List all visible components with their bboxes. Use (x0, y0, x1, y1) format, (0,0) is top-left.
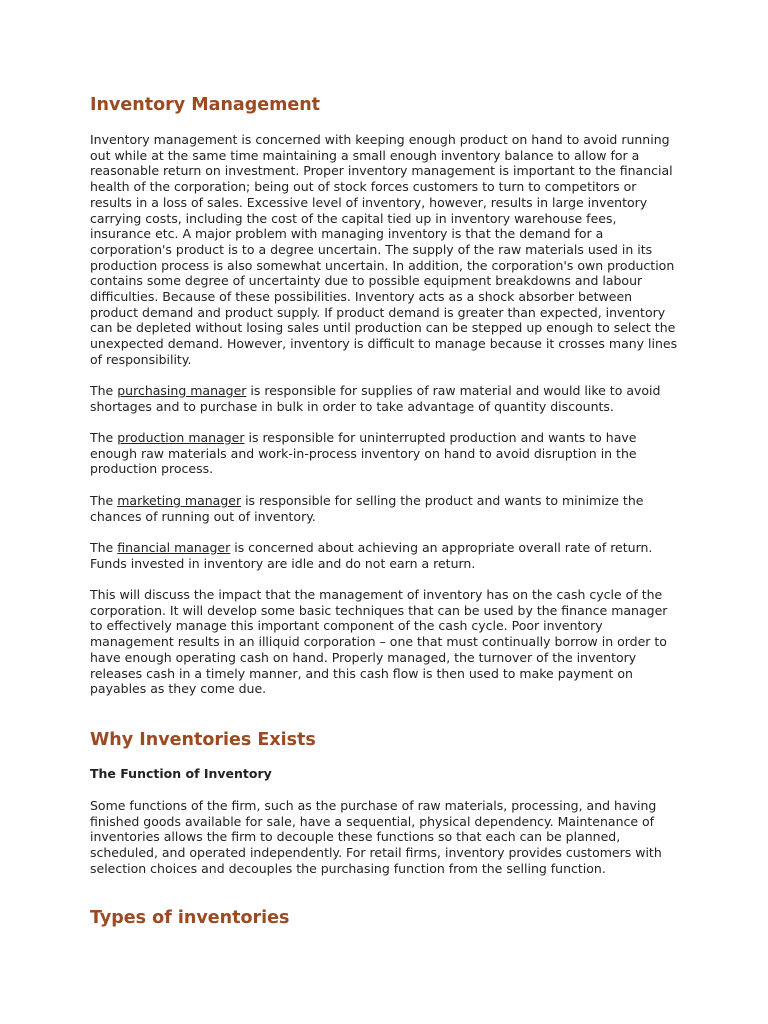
production-manager-link[interactable]: production manager (117, 430, 245, 445)
discussion-paragraph: This will discuss the impact that the management of inventory has on the cash cycle of the corporation. It will develop some basic techniques that can be used by the finance manager to effectively manage this important component of the cash cycle. Poor inventory management results in an illiquid corporation – one that must continually borrow in order to have enough operating cash on hand. Properly managed, the turnover of the inventory releases cash in a timely manner, and this cash flow is then used to make payment on payables as they come due. (90, 587, 668, 697)
financial-manager-paragraph (90, 540, 680, 571)
production-manager-paragraph (90, 430, 680, 477)
section-heading-types-of-inventories: Types of inventories (90, 908, 290, 928)
paragraph-prefix: The (90, 493, 118, 508)
marketing-manager-paragraph (90, 493, 680, 524)
section-heading-why-inventories: Why Inventories Exists (90, 730, 316, 750)
paragraph-prefix: The (90, 383, 118, 398)
subheading-function-of-inventory: The Function of Inventory (90, 766, 272, 781)
function-paragraph: Some functions of the firm, such as the purchase of raw materials, processing, and having finished goods available for sale, have a sequential, physical dependency. Maintenance of inventories allows the firm to decouple these functions so that each can be planned, scheduled, and operated independently. For retail firms, inventory provides customers with selection choices and decouples the purchasing function from the selling function. (90, 798, 662, 876)
paragraph-text: is responsible for uninterrupted production and wants to have enough raw materials and work-in-process inventory on hand to avoid disruption in the production process. (90, 430, 637, 477)
paragraph-text: is concerned about achieving an appropriate overall rate of return. Funds invested in inventory are idle and do not earn a return. (90, 540, 653, 571)
paragraph-text: is responsible for selling the product and wants to minimize the chances of running out of inventory. (90, 493, 644, 524)
intro-paragraph: Inventory management is concerned with keeping enough product on hand to avoid running out while at the same time maintaining a small enough inventory balance to allow for a reasonable return on investment. Proper inventory management is important to the financial health of the corporation; being out of stock forces customers to turn to competitors or results in a loss of sales. Excessive level of inventory, however, results in large inventory carrying costs, including the cost of the capital tied up in inventory warehouse fees, insurance etc. A major problem with managing inventory is that the demand for a corporation's product is to a degree uncertain. The supply of the raw materials used in its production process is also somewhat uncertain. In addition, the corporation's own production contains some degree of uncertainty due to possible equipment breakdowns and labour difficulties. Because of these possibilities. Inventory acts as a shock absorber between product demand and product supply. If product demand is greater than expected, inventory can be depleted without losing sales until production can be stepped up enough to select the unexpected demand. However, inventory is difficult to manage because it crosses many lines of responsibility. (90, 132, 678, 367)
paragraph-prefix: The (90, 430, 118, 445)
purchasing-manager-link[interactable]: purchasing manager (117, 383, 247, 398)
financial-manager-link[interactable]: financial manager (117, 540, 231, 555)
marketing-manager-link[interactable]: marketing manager (117, 493, 242, 508)
paragraph-text: is responsible for supplies of raw material and would like to avoid shortages and to purchase in bulk in order to take advantage of quantity discounts. (90, 383, 661, 414)
paragraph-prefix: The (90, 540, 118, 555)
page-title: Inventory Management (90, 95, 321, 115)
purchasing-manager-paragraph (90, 383, 680, 414)
